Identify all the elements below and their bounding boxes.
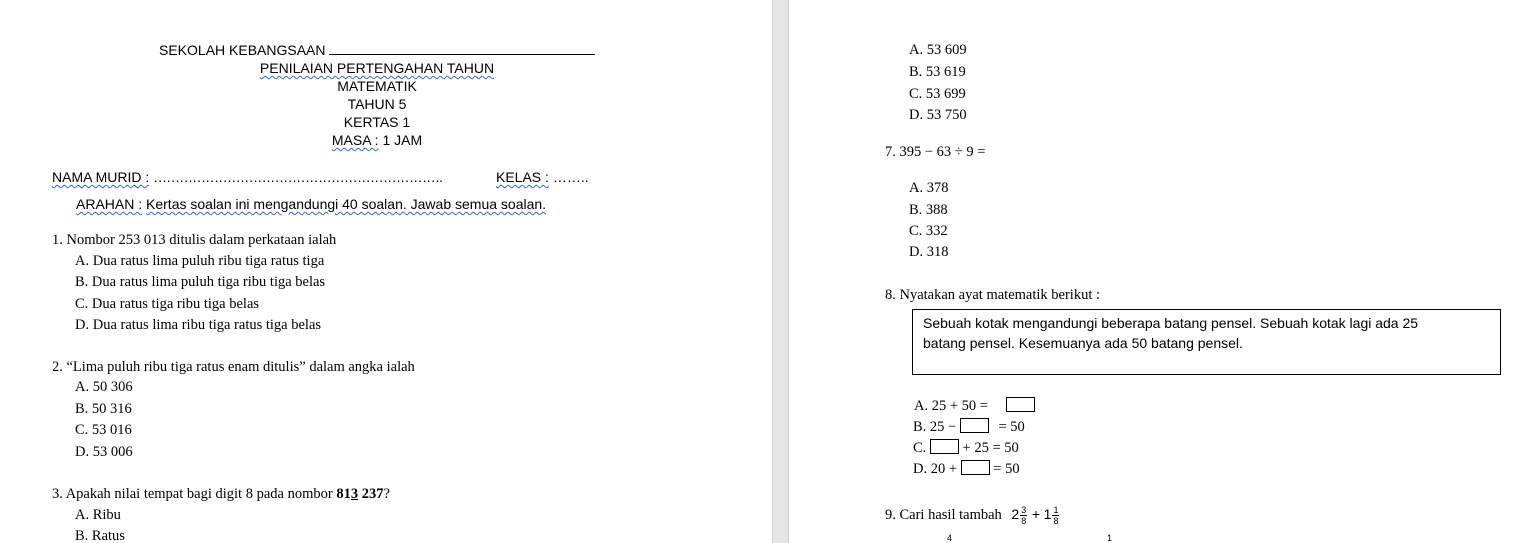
q8-option-c [913, 439, 1019, 457]
page-gutter [772, 0, 789, 543]
q9-fraction-1-numerator: 3 [1021, 505, 1027, 515]
q1-option-d: D. Dua ratus lima ribu tiga ratus tiga belas [75, 317, 322, 333]
school-name-label: SEKOLAH KEBANGSAAN [159, 42, 326, 58]
q8-option-c-text: + 25 = 50 [962, 440, 1019, 456]
q9-fraction-1-denominator: 8 [1021, 516, 1027, 526]
q8-option-b-result: = 50 [998, 419, 1025, 435]
q7-option-d: D. 318 [909, 244, 949, 260]
q9-text: 9. Cari hasil tambah [885, 506, 1002, 523]
q3-number [336, 486, 383, 502]
q3-text-suffix: ? [383, 486, 390, 502]
year-title: TAHUN 5 [347, 96, 407, 112]
q3-number-underlined-digit: 3 [350, 486, 359, 502]
q2-option-b: B. 50 316 [75, 401, 132, 417]
exam-title [0, 60, 754, 76]
q9-mixed2-whole: 1 [1043, 505, 1052, 522]
question-1: 1. Nombor 253 013 ditulis dalam perkataan ialah [52, 232, 337, 248]
q9-fraction-2 [1052, 505, 1059, 526]
answer-box [1006, 397, 1035, 412]
question-2: 2. “Lima puluh ribu tiga ratus enam ditulis” dalam angka ialah [52, 359, 415, 375]
q9-plus: + [1031, 505, 1041, 522]
instructions-text: Kertas soalan ini mengandungi 40 soalan. Jawab semua soalan. [146, 196, 547, 212]
q8-option-a [914, 397, 1035, 415]
q9-fraction-2-numerator: 1 [1053, 505, 1059, 515]
q9-mixed1-whole: 2 [1011, 505, 1020, 522]
q9-fraction-2-denominator: 8 [1053, 516, 1059, 526]
q3-number-part-a: 81 [336, 486, 351, 502]
q7-option-a: A. 378 [909, 180, 949, 196]
q1-option-a: A. Dua ratus lima puluh ribu tiga ratus tiga [75, 253, 325, 269]
question-3 [52, 486, 390, 503]
q8-option-c-label: C. [913, 440, 927, 456]
student-name-dots: …………………………………………………………. [153, 169, 443, 185]
answer-box [930, 439, 959, 454]
q9-option-a-cut: 4 [947, 533, 953, 543]
school-name-blank [329, 43, 595, 55]
class-label: KELAS : [496, 169, 549, 185]
time-label: MASA : [331, 132, 379, 148]
q7-option-c: C. 332 [909, 223, 948, 239]
question-9 [885, 505, 1060, 526]
subject-title: MATEMATIK [337, 78, 417, 94]
student-name-label: NAMA MURID : [52, 169, 150, 185]
q8-option-d-text: D. 20 + [913, 461, 958, 477]
student-name-line [52, 169, 442, 185]
q8-option-b-text: B. 25 − [913, 419, 957, 435]
q2-option-a: A. 50 306 [75, 379, 133, 395]
q3-option-b: B. Ratus [75, 528, 125, 543]
instructions-label: ARAHAN : [76, 196, 143, 212]
q6-option-a: A. 53 609 [909, 42, 967, 58]
school-name-line [159, 42, 595, 58]
paper-title: KERTAS 1 [343, 114, 411, 130]
q6-option-d: D. 53 750 [909, 107, 967, 123]
q1-option-c: C. Dua ratus tiga ribu tiga belas [75, 296, 260, 312]
q8-option-a-text: A. 25 + 50 = [914, 398, 988, 414]
q2-option-d: D. 53 006 [75, 444, 133, 460]
q9-fraction-1 [1020, 505, 1027, 526]
q8-story-line-1: Sebuah kotak mengandungi beberapa batang pensel. Sebuah kotak lagi ada 25 [923, 315, 1419, 331]
q9-option-c-cut: 1 [1107, 533, 1113, 543]
answer-box [961, 460, 990, 475]
q3-text-prefix: 3. Apakah nilai tempat bagi digit 8 pada nombor [52, 486, 337, 502]
time-line [0, 132, 754, 148]
q3-option-a: A. Ribu [75, 507, 121, 523]
q7-option-b: B. 388 [909, 202, 948, 218]
document-page-right [789, 0, 1529, 543]
q1-option-b: B. Dua ratus lima puluh tiga ribu tiga belas [75, 274, 326, 290]
question-7: 7. 395 − 63 ÷ 9 = [885, 144, 986, 160]
answer-box [960, 418, 989, 433]
q8-story-line-2: batang pensel. Kesemuanya ada 50 batang pensel. [923, 335, 1243, 351]
q6-option-b: B. 53 619 [909, 64, 966, 80]
time-value: 1 JAM [382, 132, 423, 148]
q6-option-c: C. 53 699 [909, 86, 966, 102]
q8-option-d [913, 460, 1020, 478]
class-dots: …….. [552, 169, 589, 185]
q3-number-part-b: 237 [358, 486, 384, 502]
instructions-line [76, 196, 546, 212]
q8-option-b [913, 418, 1025, 436]
q2-option-c: C. 53 016 [75, 422, 132, 438]
question-8: 8. Nyatakan ayat matematik berikut : [885, 287, 1101, 303]
exam-title-text: PENILAIAN PERTENGAHAN TAHUN [259, 60, 495, 76]
q8-option-d-result: = 50 [993, 461, 1020, 477]
class-line [496, 169, 589, 185]
